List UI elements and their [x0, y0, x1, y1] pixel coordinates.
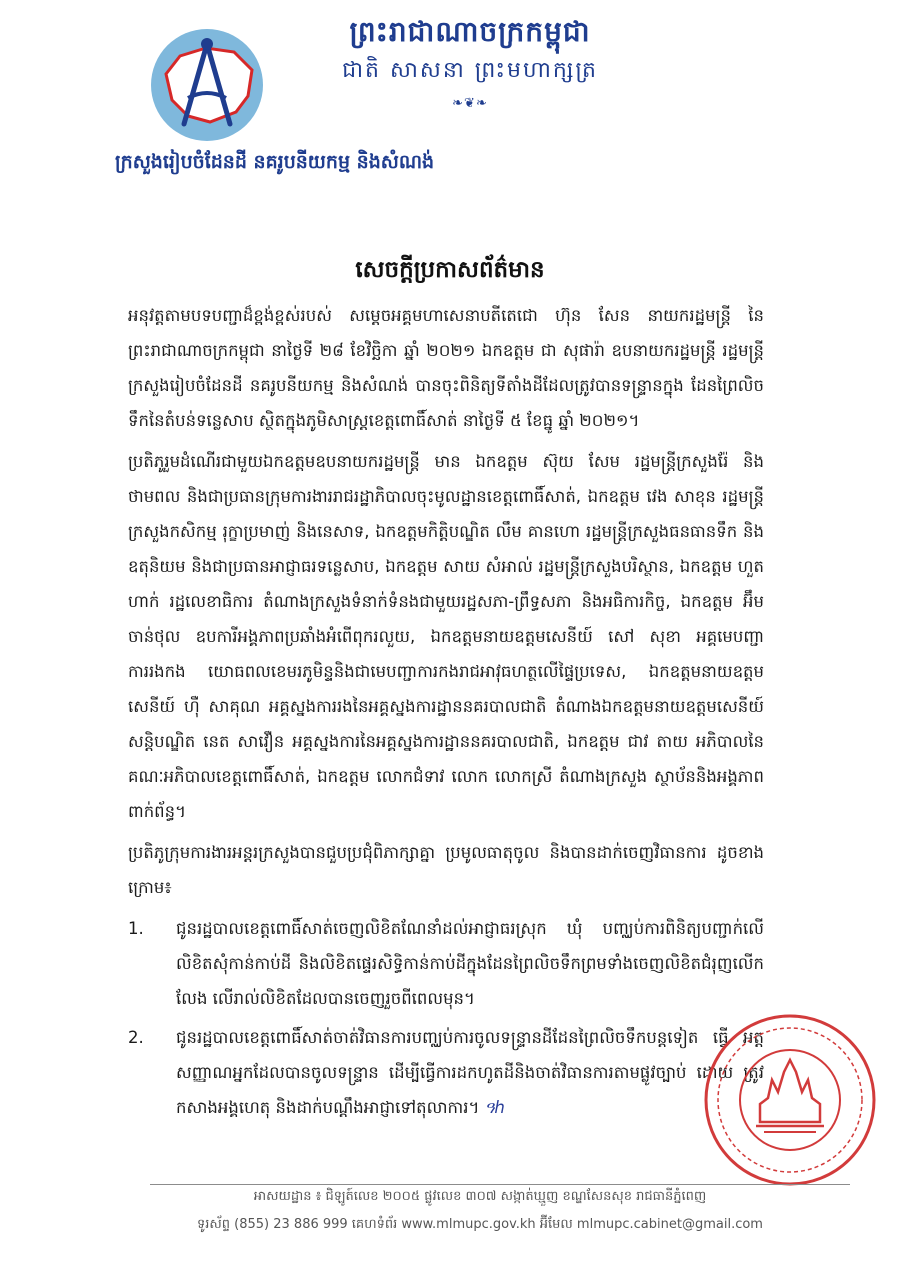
paragraph-2: ប្រតិភូរួមដំណើរជាមួយឯកឧត្តមឧបនាយករដ្ឋមន្ត្រី មាន ឯកឧត្តម ស៊ុយ សែម រដ្ឋមន្ត្រីក្រសួងរ៉ែ និង ថាមពល និងជាប្រធានក្រុមការងាររាជរដ្ឋាភិបាលចុះមូលដ្ឋានខេត្តពោធិ៍សាត់, ឯកឧត្តម វេង សាខុន រដ្ឋមន្ត្រី ក្រសួងកសិកម្ម រុក្ខាប្រមាញ់ និងនេសាទ, ឯកឧត្តមកិត្តិបណ្ឌិត លឹម គានហោ រដ្ឋមន្ត្រីក្រសួងធនធានទឹក និង ឧតុនិយម និងជាប្រធានអាជ្ញាធរទន្លេសាប, ឯកឧត្តម សាយ សំអាល់ រដ្ឋមន្ត្រីក្រសួងបរិស្ថាន, ឯកឧត្តម ហួត ហាក់ រដ្ឋលេខាធិការ តំណាងក្រសួងទំនាក់ទំនងជាមួយរដ្ឋសភា-ព្រឹទ្ធសភា និងអធិការកិច្ច, ឯកឧត្តម អ៊ឹម ចាន់ថុល ឧបការីអង្គភាពប្រឆាំងអំពើពុករលួយ, ឯកឧត្តមនាយឧត្តមសេនីយ៍ សៅ សុខា អគ្គមេបញ្ជាការរងកង យោធពលខេមរភូមិន្ទនិងជាមេបញ្ជាការកងរាជអាវុធហត្ថលើផ្ទៃប្រទេស, ឯកឧត្តមនាយឧត្តមសេនីយ៍ ហ៊ឺ សាគុណ អគ្គស្នងការរងនៃអគ្គស្នងការដ្ឋាននគរបាលជាតិ តំណាងឯកឧត្តមនាយឧត្តមសេនីយ៍ សន្តិបណ្ឌិត នេត សាវឿន អគ្គស្នងការនៃអគ្គស្នងការដ្ឋាននគរបាលជាតិ, ឯកឧត្តម ជាវ តាយ អភិបាលនៃ គណៈអភិបាលខេត្តពោធិ៍សាត់, ឯកឧត្តម លោកជំទាវ លោក លោកស្រី តំណាងក្រសួង ស្ថាប័ននិងអង្គភាព ពាក់ព័ន្ធ។	[128, 452, 764, 821]
paragraph-1: អនុវត្តតាមបទបញ្ជាដ៏ខ្ពង់ខ្ពស់របស់ សម្តេចអគ្គមហាសេនាបតីតេជោ ហ៊ុន សែន នាយករដ្ឋមន្ត្រី នៃព្រះរាជាណាចក្រកម្ពុជា នាថ្ងៃទី ២៨ ខែវិច្ឆិកា ឆ្នាំ ២០២១ ឯកឧត្តម ជា សុផារ៉ា ឧបនាយករដ្ឋមន្ត្រី រដ្ឋមន្ត្រីក្រសួងរៀបចំដែនដី នគរូបនីយកម្ម និងសំណង់ បានចុះពិនិត្យទីតាំងដីដែលត្រូវបានទន្ទ្រានក្នុង ដែនព្រៃលិចទឹកនៃតំបន់ទន្លេសាប ស្ថិតក្នុងភូមិសាស្ត្រខេត្តពោធិ៍សាត់ នាថ្ងៃទី ៥ ខែធ្នូ ឆ្នាំ ២០២១។	[128, 306, 764, 430]
kingdom-heading: ព្រះរាជាណាចក្រកម្ពុជា	[349, 15, 591, 48]
ornament-divider: ❧❦❧	[452, 96, 488, 111]
footer-divider	[150, 1184, 850, 1185]
official-seal-icon	[700, 1010, 880, 1190]
footer-contact: ទូរស័ព្ទ (855) 23 886 999 គេហទំព័រ www.mlmupc.gov.kh អ៊ីមែល mlmupc.cabinet@gmail.com	[197, 1217, 763, 1232]
document-body	[128, 298, 764, 1129]
document-title: សេចក្តីប្រកាសព័ត៌មាន	[355, 257, 545, 283]
ministry-name: ក្រសួងរៀបចំដែនដី នគរូបនីយកម្ម និងសំណង់	[115, 151, 435, 173]
paragraph-3: ប្រតិភូក្រុមការងារអន្តរក្រសួងបានជួបប្រជុំពិភាក្សាគ្នា ប្រមូលធាតុចូល និងបានដាក់ចេញវិធានការ ដូចខាងក្រោម៖	[128, 843, 764, 897]
measures-list	[128, 911, 764, 1125]
list-item-number: 2.	[128, 1028, 144, 1047]
list-item-number: 1.	[128, 919, 144, 938]
handwritten-initials: ዓh	[484, 1098, 505, 1117]
list-item-text: ជូនរដ្ឋបាលខេត្តពោធិ៍សាត់ចាត់វិធានការបញ្ឈប់ការចូលទន្ទ្រានដីដែនព្រៃលិចទឹកបន្តទៀត ធ្វើ អត្តសញ្ញាណអ្នកដែលបានចូលទន្ទ្រាន ដើម្បីធ្វើការដកហូតដីនិងចាត់វិធានការតាមផ្លូវច្បាប់ ដោយ ត្រូវកសាងអង្គហេតុ និងដាក់បណ្តឹងអាជ្ញាទៅតុលាការ។	[176, 1028, 764, 1117]
list-item-text: ជូនរដ្ឋបាលខេត្តពោធិ៍សាត់ចេញលិខិតណែនាំដល់អាជ្ញាធរស្រុក ឃុំ បញ្ឈប់ការពិនិត្យបញ្ជាក់លើ លិខិតសុំកាន់កាប់ដី និងលិខិតផ្ទេរសិទ្ធិកាន់កាប់ដីក្នុងដែនព្រៃលិចទឹកព្រមទាំងចេញលិខិតជំរុញលើកលែង លើរាល់លិខិតដែលបានចេញរួចពីពេលមុន។	[176, 919, 764, 1008]
ministry-logo-icon	[148, 26, 266, 144]
footer-address: អាសយដ្ឋាន ៖ ជិឡូត៍លេខ ២០០៥ ផ្លូវលេខ ៣០៧ សង្កាត់ឃ្មួញ ខណ្ឌសែនសុខ រាជធានីភ្នំពេញ	[253, 1189, 707, 1204]
list-item	[128, 1020, 764, 1125]
national-motto: ជាតិ សាសនា ព្រះមហាក្សត្រ	[342, 58, 598, 83]
list-item	[128, 911, 764, 1016]
